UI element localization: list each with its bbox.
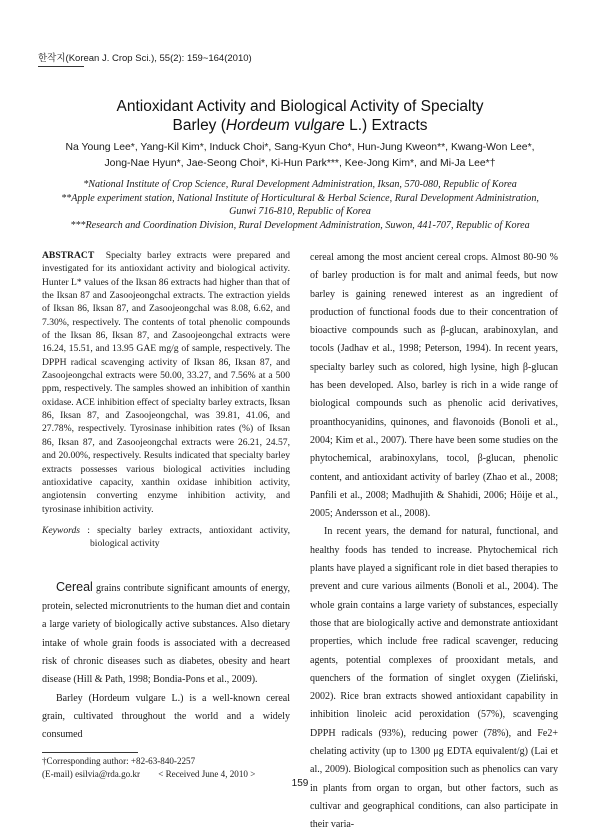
title-species: Hordeum vulgare [225,117,345,134]
affiliation: *National Institute of Crop Science, Rural Development Administration, Iksan, 570-080, Republic of Korea [83,179,517,190]
title-line-2 [0,116,600,135]
body-paragraph: cereal among the most ancient cereal crops. Almost 80-90 % of barley production is for malt and animal feeds, but now barley is gaining renewed interest as an ingredient of production of functional foods due to their concentration of bioactive compounds such as β-glucan, arabinoxylan, and tocols (Jadhav et al., 1998; Peterson, 1994). In recent years, specialty barley such as colored, high lysine, high β-glucan has been developed. Also, barley is rich in a wide range of biological compounds such as phenolic acid derivatives, proanthocyanidins, quinones, and flavonoids (Bonoli et al., 2004; Kim et al., 2007). There have been some studies on the phytochemical, arabinoxylans, tocol, β-glucan, phenolic content, and antioxidant activity of barley (Zhao et al., 2008; Panfili et al., 2008; Madhujith & Shahidi, 2006; Höije et al., 2005; Andersson et al., 2008). [310,252,558,520]
authors-line-1: Na Young Lee*, Yang-Kil Kim*, Induck Choi*, Sang-Kyun Cho*, Hun-Jung Kweon**, Kwang-Won Lee*, [65,142,535,153]
page-number: 159 [291,778,309,789]
abstract-text: Specialty barley extracts were prepared and investigated for its antioxidant activity and biological activity. Hunter L* values of the Iksan 86 extracts had higher than that of the Iksan 87 and Zasoojeongchal extracts. The extraction yields of Iksan 86, Iksan 87, and Zasoojeongchal was 8.08, 6.62, and 7.30%, respectively. The contents of total phenolic compounds of the Iksan 86, Iksan 87, and Zasoojeongchal extracts were 16.24, 15.51, and 13.95 GAE mg/g of sample, respectively. The DPPH radical scavenging activity of Iksan 86, Iksan 87, and Zasoojeongchal extracts were 50.00, 33.27, and 7.56% at a 500 ppm, respectively. The samples showed an inhibition of xanthin oxidase. ACE inhibition effect of specialty barley extracts, Iksan 86, Iksan 87, and Zasoojeongchal, was 39.81, 41.06, and 27.78%, respectively. Tyrosinase inhibition rates (%) of Iksan 86, Iksan 87, and Zasoojeongchal extracts were 26.21, 24.57, and 20.00%, respectively. Results indicated that specialty barley extracts possesses various biological activities including antioxidative capacity, xanthin oxidase inhibition activity, angiotensin converting enzyme inhibition activity, and tyrosinase inhibition activity. [42,250,290,515]
intro-lead-word: Cereal [56,579,93,594]
paper-title [0,97,600,135]
intro-paragraph: grains contribute significant amounts of energy, protein, selected micronutrients to the human diet and contain a large variety of biologically active substances. Also dietary intake of whole grain foods is associated with a decreased risk of chronic diseases such as diabetes, obesity and heart disease (Hill & Path, 1998; Bondia-Pons et al., 2009). [42,582,290,686]
title-part: L.) Extracts [344,117,428,134]
affiliation: ***Research and Coordination Division, Rural Development Administration, Suwon, 441-707, Republic of Korea [70,219,530,231]
intro-text [42,578,290,745]
keywords-text: : specialty barley extracts, antioxidant activity, biological activity [87,524,290,549]
affiliation: **Apple experiment station, National Institute of Horticultural & Herbal Science, Rural Development Administration, [61,192,539,204]
footnote-corresponding: †Corresponding author: +82-63-840-2257 [42,756,196,766]
title-line-1: Antioxidant Activity and Biological Activity of Specialty [116,98,484,115]
authors-line-2: Jong-Nae Hyun*, Jae-Seong Choi*, Ki-Hun Park***, Kee-Jong Kim*, and Mi-Ja Lee*† [104,158,496,169]
journal-header: 한작지(Korean J. Crop Sci.), 55(2): 159~164(2010) [38,53,252,64]
right-column [310,249,558,835]
footnote-received: < Received June 4, 2010 > [158,769,256,779]
affiliation: Gunwi 716-810, Republic of Korea [229,206,371,217]
keywords [42,524,290,550]
header-rule [38,66,84,67]
body-paragraph: In recent years, the demand for natural, functional, and healthy foods has tended to increase. Phytochemical rich plants have played a significant role in diet based therapies to prevent and cure various ailments (Bonoli et al., 2004). The whole grain contains a large variety of substances, especially those that are biologically active and demonstrate antioxidant properties, which include free radical scavenger, reducing agents, potential complexes of prooxidant metals, and quenchers of the formation of singlet oxygen (Zieliński, 2002). Rice bran extracts showed antioxidant capability in inhibition linoleic acid peroxidation (57%), scavenging DPPH radicals (93%), reducing power (78%), and Fe2+ chelating activity (up to 1300 μg EDTA equivalent/g) (Lai et al., 2009). Biological composition such as phenolics can vary in plants from organ to organ, but other factors, such as cultivar and geographical conditions, can also participate in their varia- [310,526,558,831]
footnote-rule [42,752,138,753]
footnote-email: (E-mail) esilvia@rda.go.kr [42,769,141,779]
affiliations [0,178,600,232]
abstract-label: ABSTRACT [42,250,95,261]
authors [0,140,600,172]
left-column [42,249,290,745]
keywords-label: Keywords [42,524,81,536]
abstract [42,249,290,516]
title-part: Barley ( [172,117,226,134]
intro-paragraph: Barley (Hordeum vulgare L.) is a well-known cereal grain, cultivated throughout the world and a widely consumed [42,692,290,741]
